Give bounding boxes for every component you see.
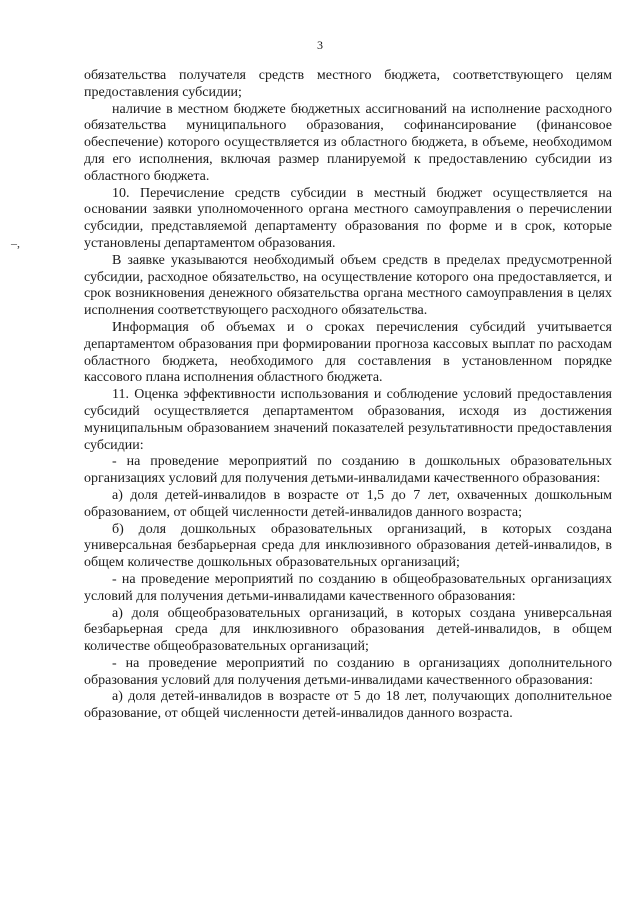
paragraph: 11. Оценка эффективности использования и соблюдение условий предоставления субсидий осуществляется департаментом образования, исходя из достижения муниципальным образованием значений показателей результативности предоставления субсидии:: [84, 387, 612, 453]
paragraph: - на проведение мероприятий по созданию в дошкольных образовательных организациях условий для получения детьми-инвалидами качественного образования:: [84, 454, 612, 487]
paragraph: - на проведение мероприятий по созданию в организациях дополнительного образования условий для получения детьми-инвалидами качественного образования:: [84, 655, 612, 688]
margin-mark: –,: [11, 236, 20, 250]
paragraph: В заявке указываются необходимый объем средств в пределах предусмотренной субсидии, расходное обязательство, на осуществление которого она предоставляется, и срок возникновения денежного обязательства органа местного самоуправления в целях исполнения соответствующего расходного обязательства.: [84, 252, 612, 319]
paragraph: а) доля общеобразовательных организаций, в которых создана универсальная безбарьерная среда для инклюзивного образования детей-инвалидов, в общем количестве общеобразовательных организаций;: [84, 605, 612, 655]
paragraph: а) доля детей-инвалидов в возрасте от 5 до 18 лет, получающих дополнительное образование, от общей численности детей-инвалидов данного возраста.: [84, 689, 612, 722]
paragraph: а) доля детей-инвалидов в возрасте от 1,5 до 7 лет, охваченных дошкольным образованием, от общей численности детей-инвалидов данного возраста;: [84, 487, 612, 520]
paragraph: 10. Перечисление средств субсидии в местный бюджет осуществляется на основании заявки уполномоченного органа местного самоуправления о перечислении субсидии, представляемой департаменту образования по форме и в срок, которые установлены департаментом образования.: [84, 185, 612, 251]
paragraph: б) доля дошкольных образовательных организаций, в которых создана универсальная безбарьерная среда для инклюзивного образования детей-инвалидов, в общем количестве дошкольных образовательных организаций;: [84, 521, 612, 571]
document-body: [84, 68, 612, 723]
paragraph: наличие в местном бюджете бюджетных ассигнований на исполнение расходного обязательства муниципального образования, софинансирование (финансовое обеспечение) которого осуществляется из областного бюджета, в объеме, необходимом для его исполнения, включая размер планируемой к предоставлению субсидии из областного бюджета.: [84, 101, 612, 184]
page-number: 3: [317, 38, 323, 52]
paragraph: - на проведение мероприятий по созданию в общеобразовательных организациях условий для получения детьми-инвалидами качественного образования:: [84, 571, 612, 604]
paragraph: Информация об объемах и о сроках перечисления субсидий учитывается департаментом образования при формировании прогноза кассовых выплат по расходам областного бюджета, необходимого для составления в установленном порядке кассового плана исполнения областного бюджета.: [84, 319, 612, 386]
paragraph: обязательства получателя средств местного бюджета, соответствующего целям предоставления субсидии;: [84, 68, 612, 100]
